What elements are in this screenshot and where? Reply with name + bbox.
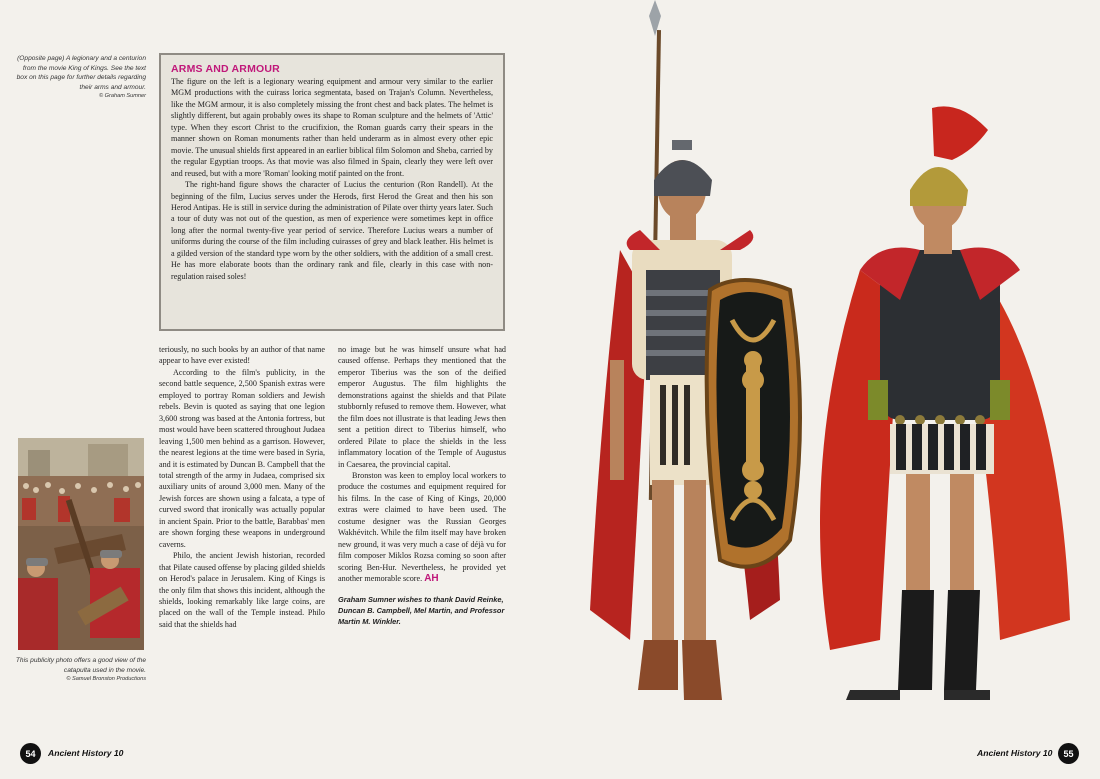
col2-paragraph-2-text: Bronston was keen to employ local workers to produce the costumes and equipment required for his films. In the case of King of Kings, 20,000 extras were claimed to have been used. The costume designer was the Russian Georges Wakhévitch. While the film itself may have broken new ground, it was very much a case of déjà vu for film composer Miklos Rozsa coming so soon after scoring Ben-Hur. Nevertheless, he provided yet another memorable score.: [338, 470, 506, 584]
legionary-figure: [590, 140, 800, 700]
photo-caption-text: This publicity photo offers a good view of the catapulta used in the movie.: [15, 657, 146, 674]
col2-paragraph-2: [338, 470, 506, 585]
roman-soldiers-illustration: [560, 0, 1080, 730]
photo-caption: [14, 656, 146, 685]
col1-paragraph-1: teriously, no such books by an author of that name appear to have ever existed!: [159, 345, 325, 366]
box-paragraph-1: The figure on the left is a legionary wearing equipment and armour very similar to the earlier MGM productions with the cuirass lorica segmentata, based on Trajan's Column. Nevertheless, like the MGM armour, it is also completely missing the front chest and back plates. The helmet is slightly different, but again probably owes its shape to Roman sculpture and the helmets of 'Attic' type. When they escort Christ to the crucifixion, the Roman guards carry their spears in the manner shown on Roman monuments rather than held underarm as in almost every other epic movie. The unusual shields first appeared in an earlier biblical film Solomon and Sheba, carried by the regular Egyptian troops. As that movie was also filmed in Spain, clearly they were left over and reused, but with a more 'Roman' looking motif painted on the front.: [171, 77, 493, 178]
text-column-1: [159, 344, 325, 630]
box-heading: ARMS AND ARMOUR: [171, 63, 280, 75]
right-page-number: 55: [1058, 743, 1079, 764]
illustration-caption-text: (Opposite page) A legionary and a centurion from the movie King of Kings. See the text box on this page for further details regarding their arms and armour.: [16, 55, 146, 91]
left-running-title: Ancient History 10: [48, 748, 124, 758]
illustration-credit: © Graham Sumner: [98, 93, 146, 100]
left-page-number: 54: [20, 743, 41, 764]
illustration-caption: [14, 54, 146, 102]
author-signature: AH: [424, 573, 439, 585]
legionary-and-centurion-painting: [560, 0, 1080, 730]
col1-paragraph-3: Philo, the ancient Jewish historian, recorded that Pilate caused offense by placing gilded shields on Herod's palace in Jerusalem. King of Kings is the only film that shows this incident, although the shields, looking remarkably like large coins, are placed on the wall of the Temple instead. Philo said that the shields had: [159, 551, 325, 629]
col2-paragraph-1: no image but he was himself unsure what had caused offense. Perhaps they mentioned that the emperor Tiberius was the son of the deified emperor Augustus. The film highlights the demonstrations against the shields and that Pilate stubbornly refused to remove them. However, what the film does not illustrate is that leading Jews then sent a petition direct to Tiberius himself, who ordered Pilate to place the shields in the less inflammatory location of the Temple of Augustus in Caesarea, the provincial capital.: [338, 345, 506, 469]
photo-credit: © Samuel Bronston Productions: [66, 676, 146, 683]
catapult-scene-image: [18, 438, 144, 650]
publicity-photo: [18, 438, 144, 650]
box-paragraph-2: The right-hand figure shows the character of Lucius the centurion (Ron Randell). At the beginning of the film, Lucius serves under the Herods, first Herod the Great and then his son Herod Antipas. He is still in service during the administration of Pilate over thirty years later. Such a tour of duty was not out of the question, as men of experience were sometimes kept in office long after the normal twenty-five year period of service. Therefore Lucius wears a number of uniforms during the course of the film including cuirasses of grey and black leather. His helmet is a gilded version of the standard type worn by the other soldiers, with the addition of a small crest. He has more elaborate boots than the ordinary rank and file, clearly in this case with non-regulation raised soles!: [171, 180, 493, 281]
acknowledgements: Graham Sumner wishes to thank David Reinke, Duncan B. Campbell, Mel Martin, and Professor Martin M. Winkler.: [338, 594, 505, 626]
right-running-title: Ancient History 10: [977, 748, 1053, 758]
text-column-2: [338, 344, 506, 627]
centurion-figure: [820, 106, 1070, 700]
arms-armour-box: [159, 53, 505, 331]
col1-paragraph-2: According to the film's publicity, in the second battle sequence, 2,500 Spanish extras were employed to portray Roman soldiers and Jewish rebels. Bevin is quoted as saying that one legion 3,600 strong was based at the Antonia fortress, but most would have been scattered throughout Judaea leaving 1,500 men behind as a garrison. However, the nearest legions at the time were based in Syria, and it is estimated by Duncan B. Campbell that the total strength of the army in Judaea, comprised six auxiliary units of around 3,000 men. Many of the Jewish forces are shown using a falcata, a type of curved sword that ironically was actually popular in ancient Spain. Prior to the battle, Barabbas' men are shown forging these weapons in underground caverns.: [159, 367, 325, 549]
